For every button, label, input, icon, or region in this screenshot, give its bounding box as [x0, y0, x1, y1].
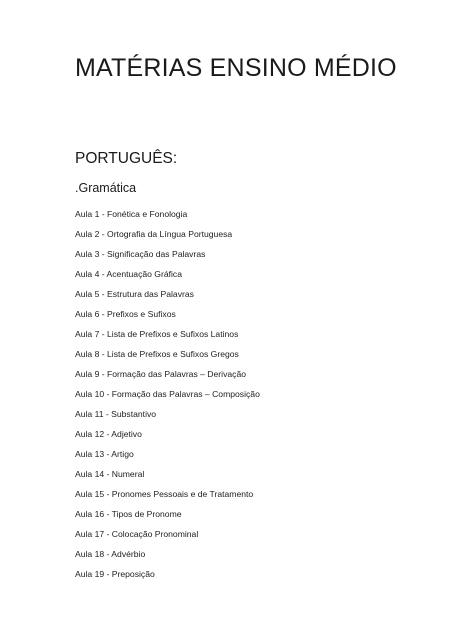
lesson-item: Aula 4 - Acentuação Gráfica — [75, 269, 183, 279]
lesson-item: Aula 2 - Ortografia da Língua Portuguesa — [75, 229, 233, 239]
lesson-item: Aula 10 - Formação das Palavras – Composição — [75, 389, 260, 399]
lesson-list — [75, 207, 260, 587]
lesson-item: Aula 6 - Prefixos e Sufixos — [75, 309, 176, 319]
lesson-item: Aula 1 - Fonética e Fonologia — [75, 209, 188, 219]
lesson-item: Aula 13 - Artigo — [75, 449, 134, 459]
lesson-item: Aula 18 - Advérbio — [75, 549, 146, 559]
lesson-item: Aula 16 - Tipos de Pronome — [75, 509, 182, 519]
lesson-item: Aula 9 - Formação das Palavras – Derivação — [75, 369, 246, 379]
lesson-item: Aula 5 - Estrutura das Palavras — [75, 289, 194, 299]
lesson-item: Aula 7 - Lista de Prefixos e Sufixos Latinos — [75, 329, 239, 339]
lesson-item: Aula 8 - Lista de Prefixos e Sufixos Gregos — [75, 349, 239, 359]
lesson-item: Aula 3 - Significação das Palavras — [75, 249, 206, 259]
lesson-item: Aula 15 - Pronomes Pessoais e de Tratamento — [75, 489, 254, 499]
section-title: PORTUGUÊS: — [75, 150, 178, 167]
lesson-item: Aula 19 - Preposição — [75, 569, 155, 579]
lesson-item: Aula 11 - Substantivo — [75, 409, 157, 419]
lesson-item: Aula 17 - Colocação Pronominal — [75, 529, 199, 539]
document-title: MATÉRIAS ENSINO MÉDIO — [75, 54, 397, 82]
subsection-title: .Gramática — [75, 181, 137, 195]
lesson-item: Aula 14 - Numeral — [75, 469, 145, 479]
lesson-item: Aula 12 - Adjetivo — [75, 429, 142, 439]
